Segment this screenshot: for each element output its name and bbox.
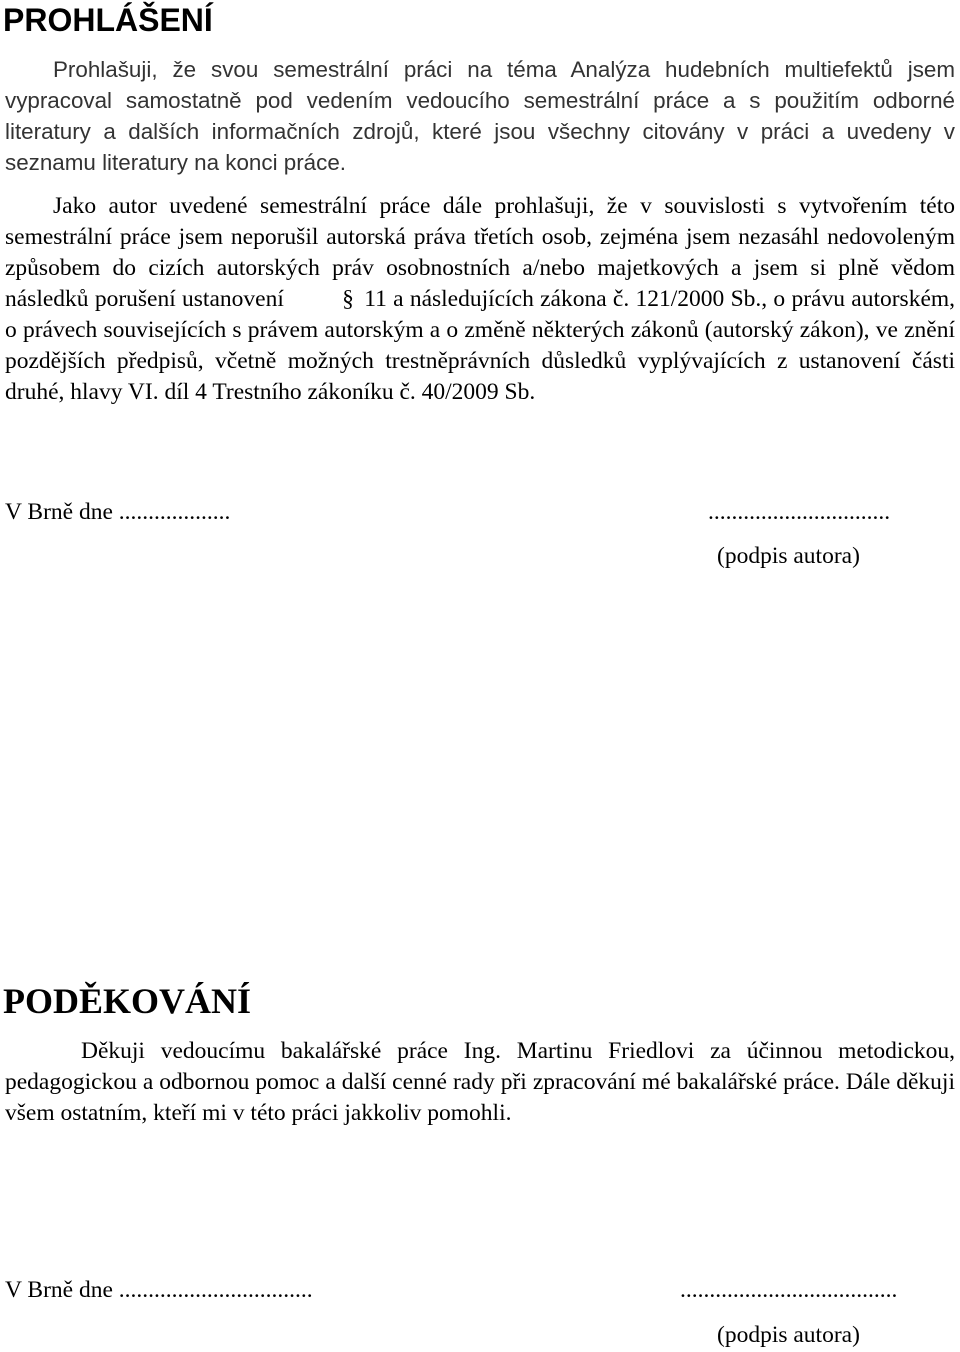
acknowledgement-paragraph: Děkuji vedoucímu bakalářské práce Ing. Martinu Friedlovi za účinnou metodickou, pedagogickou a odbornou pomoc a další cenné rady při zpracování mé bakalářské práce. Dále děkuji všem ostatním, kteří mi v této práci jakkoliv pomohli. bbox=[5, 1038, 955, 1126]
acknowledgement-place-date: V Brně dne ................................. bbox=[5, 1277, 313, 1303]
declaration-paragraph-1: Prohlašuji, že svou semestrální práci na téma Analýza hudebních multiefektů jsem vypracoval samostatně pod vedením vedoucího semestrální práce a s použitím odborné literatury a dalších informačních zdrojů, které jsou všechny citovány v práci a uvedeny v seznamu literatury na konci práce. bbox=[5, 57, 955, 175]
declaration-paragraph-2 bbox=[5, 191, 955, 408]
acknowledgement-title: PODĚKOVÁNÍ bbox=[3, 981, 252, 1021]
acknowledgement-signature-line: ..................................... bbox=[680, 1277, 898, 1303]
acknowledgement-signature-label: (podpis autora) bbox=[717, 1322, 860, 1348]
declaration-signature-line: ............................... bbox=[708, 499, 891, 525]
section-symbol: § bbox=[342, 286, 354, 312]
declaration-title: PROHLÁŠENÍ bbox=[3, 2, 213, 38]
declaration-paragraph-2-part-1: Jako autor uvedené semestrální práce dále prohlašuji, že v souvislosti s vytvořením této semestrální práce jsem neporušil autorská práva třetích osob, zejména jsem nezasáhl nedovoleným způsobem do cizích autorských práv osobnostních a/nebo majetkových a jsem si plně vědom následků porušení ustanovení bbox=[5, 193, 955, 312]
declaration-place-date: V Brně dne ................... bbox=[5, 499, 231, 525]
declaration-paragraph-2-part-2: 11 a následujících zákona č. 121/2000 Sb., o právu autorském, o právech souvisejících s právem autorským a o změně některých zákonů (autorský zákon), ve znění pozdějších předpisů, včetně možných trestněprávních důsledků vyplývajících z ustanovení části druhé, hlavy VI. díl 4 Trestního zákoníku č. 40/2009 Sb. bbox=[5, 286, 956, 405]
declaration-signature-label: (podpis autora) bbox=[717, 543, 860, 569]
